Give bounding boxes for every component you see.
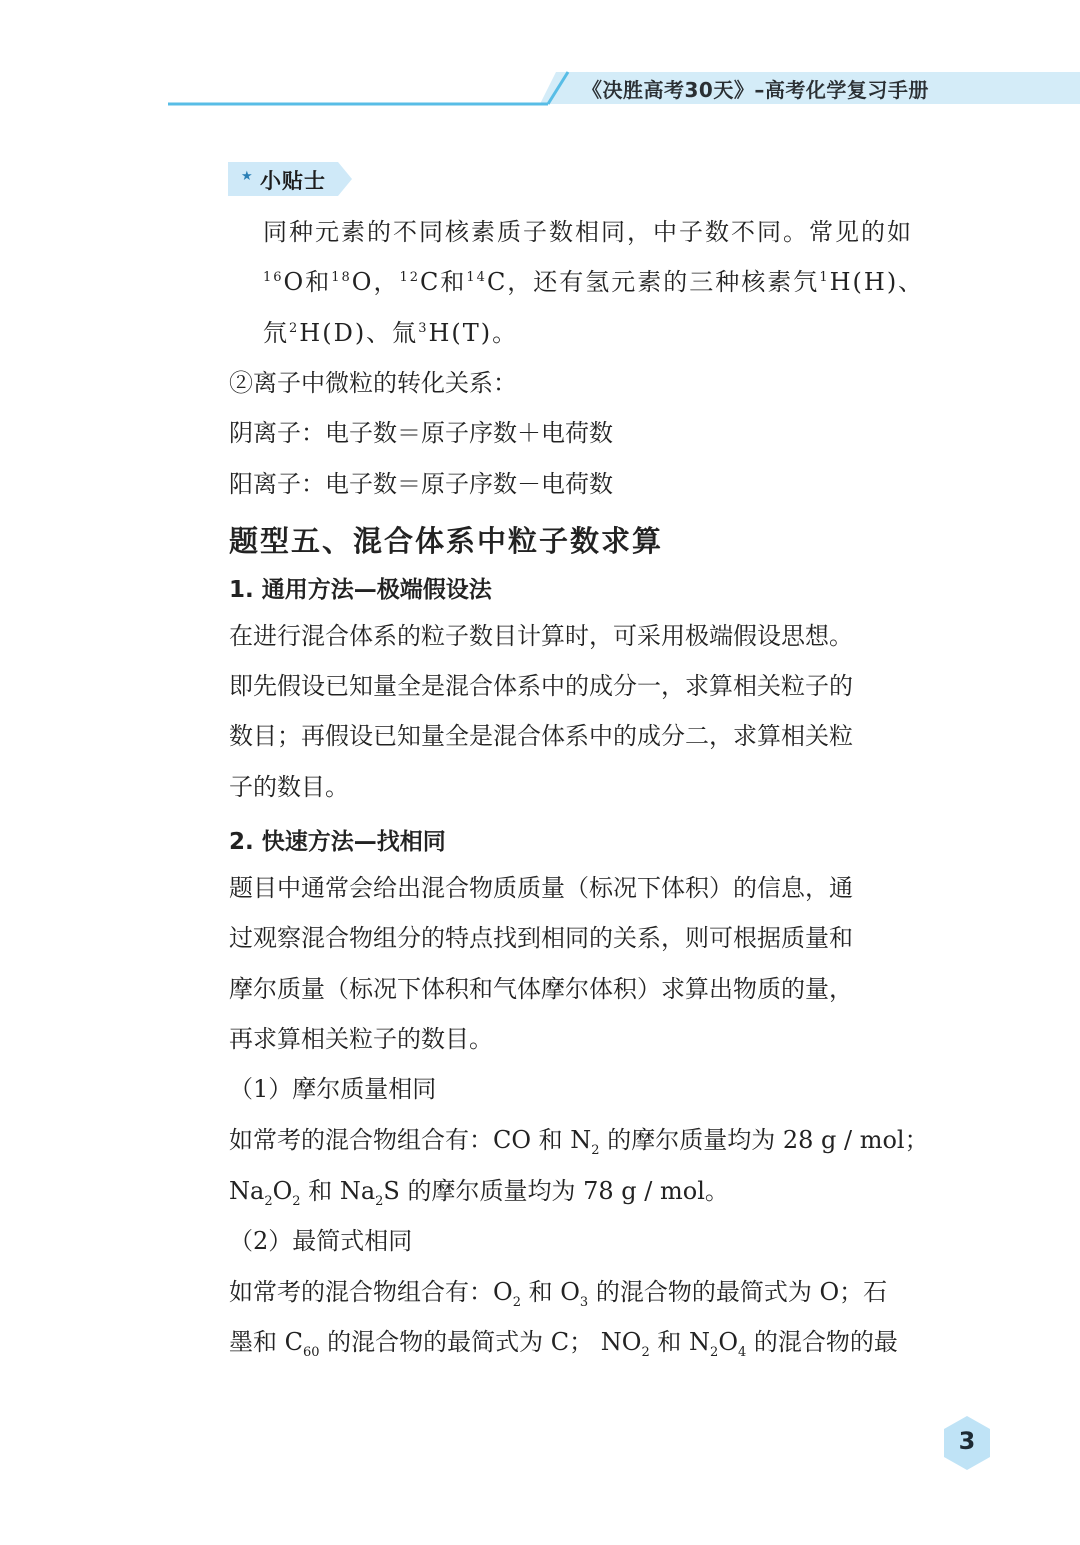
method1-line: 在进行混合体系的粒子数目计算时，可采用极端假设思想。 [229, 622, 853, 650]
header-title: 《决胜高考30天》–高考化学复习手册 [582, 78, 929, 102]
method2-line: 题目中通常会给出混合物质质量（标况下体积）的信息，通 [229, 874, 853, 902]
tip-line-1: 同种元素的不同核素质子数相同，中子数不同。常见的如 [263, 218, 913, 246]
section-heading: 题型五、混合体系中粒子数求算 [229, 524, 664, 558]
case2-line-1: 如常考的混合物组合有：$O_2$ 和 $O_3$ 的混合物的最简式为 O；石 [229, 1278, 888, 1310]
method2-line: 再求算相关粒子的数目。 [229, 1025, 493, 1053]
page-number-badge [942, 1415, 992, 1471]
method1-title: 1. 通用方法—极端假设法 [229, 577, 492, 603]
method2-line: 摩尔质量（标况下体积和气体摩尔体积）求算出物质的量， [229, 975, 853, 1003]
case2-title: （2）最简式相同 [229, 1227, 413, 1255]
tip-tag [228, 162, 358, 196]
method1-line: 子的数目。 [229, 773, 349, 801]
method1-line: 即先假设已知量全是混合体系中的成分一，求算相关粒子的 [229, 672, 853, 700]
case1-title: （1）摩尔质量相同 [229, 1075, 437, 1103]
page-number: 3 [958, 1427, 976, 1455]
case1-line-2: $Na_2O_2$ 和 $Na_2S$ 的摩尔质量均为 78 g / mol。 [229, 1177, 729, 1209]
ion-relation-title: ②离子中微粒的转化关系： [229, 369, 517, 397]
method1-line: 数目；再假设已知量全是混合体系中的成分二，求算相关粒 [229, 722, 853, 750]
cation-relation: 阳离子：电子数＝原子序数－电荷数 [229, 470, 613, 498]
case1-line-1: 如常考的混合物组合有：CO 和 $N_2$ 的摩尔质量均为 28 g / mol； [229, 1126, 929, 1158]
tip-line-3: 氘$^2$H(D)、氚$^3$H(T)。 [263, 319, 519, 347]
tip-line-2: $^{16}$O和$^{18}$O，$^{12}$C和$^{14}$C，还有氢元素的三种核素氕$^1$H(H)、 [263, 268, 925, 296]
method2-line: 过观察混合物组分的特点找到相同的关系，则可根据质量和 [229, 924, 853, 952]
tip-label: 小贴士 [260, 169, 326, 193]
anion-relation: 阴离子：电子数＝原子序数＋电荷数 [229, 419, 613, 447]
method2-title: 2. 快速方法—找相同 [229, 829, 446, 855]
star-icon: ★ [241, 169, 253, 184]
case2-line-2: 墨和 $C_{60}$ 的混合物的最简式为 C； $NO_2$ 和 $N_2O_4$ 的混合物的最 [229, 1328, 898, 1360]
